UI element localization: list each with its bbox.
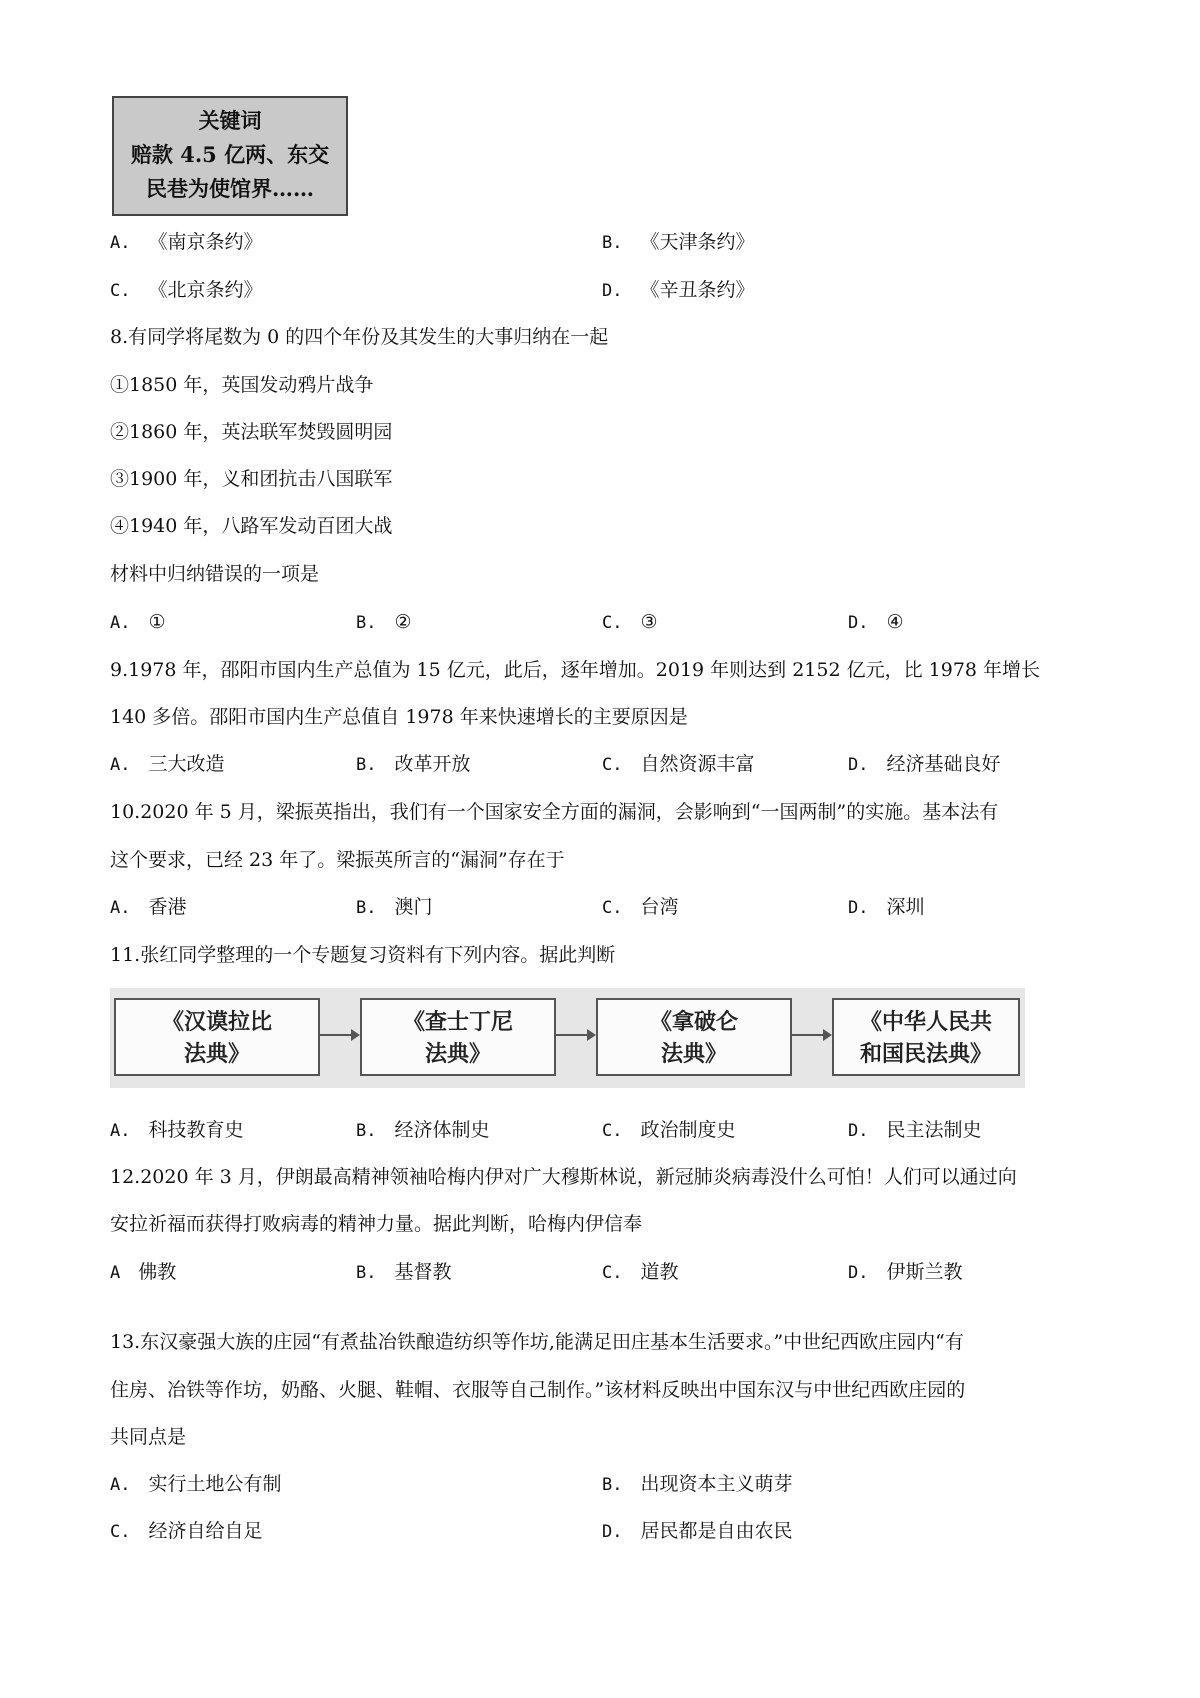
q9-option-d[interactable]: D. 经济基础良好 [848,753,1001,775]
q13-option-a[interactable]: A. 实行土地公有制 [110,1473,282,1495]
q10-option-c[interactable]: C. 台湾 [602,896,679,918]
law-box-hammurabi: 《汉谟拉比 法典》 [114,998,320,1076]
q8-item-3: ③1900 年，义和团抗击八国联军 [110,468,393,490]
q7-option-d[interactable]: D. 《辛丑条约》 [602,279,755,301]
law-flow-diagram [110,988,1025,1088]
q12-stem-line-1: 12.2020 年 3 月，伊朗最高精神领袖哈梅内伊对广大穆斯林说，新冠肺炎病毒没什么可怕！人们可以通过向 [110,1166,1017,1188]
q13-stem-line-1: 13.东汉豪强大族的庄园“有煮盐冶铁酿造纺织等作坊,能满足田庄基本生活要求。”中世纪西欧庄园内“有 [110,1331,964,1353]
q13-stem-line-3: 共同点是 [110,1426,187,1448]
q8-option-b[interactable]: B. ② [356,611,412,633]
keyword-box [112,96,348,216]
q8-option-d[interactable]: D. ④ [848,611,904,633]
q8-item-4: ④1940 年，八路军发动百团大战 [110,515,393,537]
q7-option-a[interactable]: A. 《南京条约》 [110,231,263,253]
q12-option-a[interactable]: A 佛教 [110,1261,177,1283]
q8-item-1: ①1850 年，英国发动鸦片战争 [110,374,374,396]
q7-option-c[interactable]: C. 《北京条约》 [110,279,263,301]
q8-option-a[interactable]: A. ① [110,611,166,633]
q12-option-d[interactable]: D. 伊斯兰教 [848,1261,963,1283]
q10-stem-line-2: 这个要求，已经 23 年了。梁振英所言的“漏洞”存在于 [110,849,565,871]
q13-option-c[interactable]: C. 经济自给自足 [110,1520,263,1542]
law-box-prc-civil-code: 《中华人民共 和国民法典》 [832,998,1020,1076]
keyword-line-1: 赔款 4.5 亿两、东交 [130,142,330,167]
q10-option-b[interactable]: B. 澳门 [356,896,433,918]
q11-option-a[interactable]: A. 科技教育史 [110,1119,244,1141]
keyword-line-2: 民巷为使馆界…… [146,176,314,201]
arrow-icon [792,1034,830,1036]
q9-option-a[interactable]: A. 三大改造 [110,753,225,775]
keyword-title: 关键词 [198,108,262,133]
q8-item-2: ②1860 年，英法联军焚毁圆明园 [110,421,393,443]
q11-option-d[interactable]: D. 民主法制史 [848,1119,982,1141]
q13-stem-line-2: 住房、冶铁等作坊，奶酪、火腿、鞋帽、衣服等自己制作。”该材料反映出中国东汉与中世纪西欧庄园的 [110,1379,966,1401]
law-box-justinian: 《查士丁尼 法典》 [360,998,556,1076]
q9-stem-line-1: 9.1978 年，邵阳市国内生产总值为 15 亿元，此后，逐年增加。2019 年则达到 2152 亿元，比 1978 年增长 [110,659,1041,681]
q9-option-c[interactable]: C. 自然资源丰富 [602,753,755,775]
q13-option-b[interactable]: B. 出现资本主义萌芽 [602,1473,793,1495]
arrow-icon [556,1034,594,1036]
law-box-napoleon: 《拿破仑 法典》 [596,998,792,1076]
q12-option-c[interactable]: C. 道教 [602,1261,679,1283]
q10-stem-line-1: 10.2020 年 5 月，梁振英指出，我们有一个国家安全方面的漏洞，会影响到“一国两制”的实施。基本法有 [110,801,999,823]
q8-option-c[interactable]: C. ③ [602,611,658,633]
q8-ask: 材料中归纳错误的一项是 [110,563,320,585]
q11-option-b[interactable]: B. 经济体制史 [356,1119,490,1141]
q10-option-d[interactable]: D. 深圳 [848,896,925,918]
q11-stem: 11.张红同学整理的一个专题复习资料有下列内容。据此判断 [110,944,616,966]
q8-stem: 8.有同学将尾数为 0 的四个年份及其发生的大事归纳在一起 [110,326,609,348]
arrow-icon [320,1034,358,1036]
q9-option-b[interactable]: B. 改革开放 [356,753,471,775]
q12-stem-line-2: 安拉祈福而获得打败病毒的精神力量。据此判断，哈梅内伊信奉 [110,1213,643,1235]
q7-option-b[interactable]: B. 《天津条约》 [602,231,755,253]
q9-stem-line-2: 140 多倍。邵阳市国内生产总值自 1978 年来快速增长的主要原因是 [110,706,688,728]
q13-option-d[interactable]: D. 居民都是自由农民 [602,1520,793,1542]
q10-option-a[interactable]: A. 香港 [110,896,187,918]
q12-option-b[interactable]: B. 基督教 [356,1261,452,1283]
q11-option-c[interactable]: C. 政治制度史 [602,1119,736,1141]
